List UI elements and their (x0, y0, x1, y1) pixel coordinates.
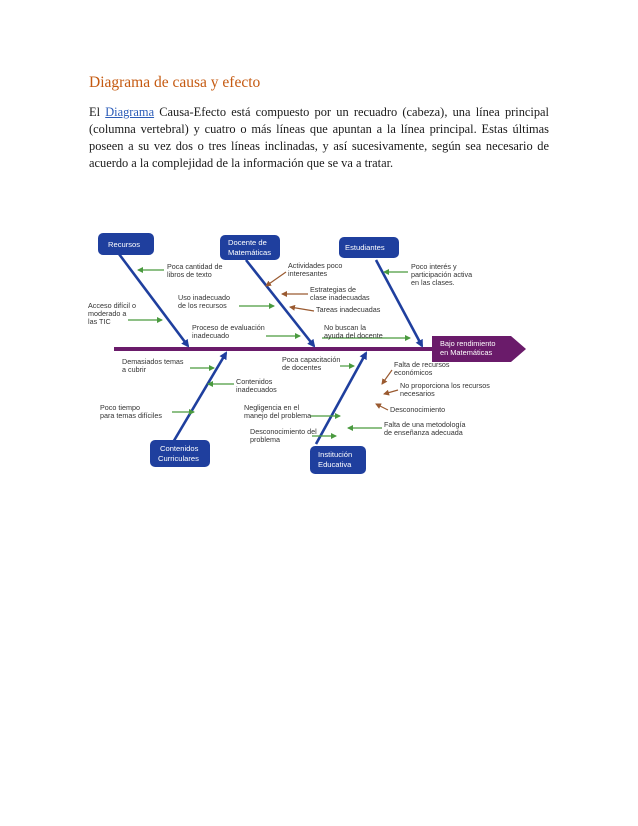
category-contenidos-line-2: Curriculares (158, 454, 199, 463)
fishbone-diagram (86, 228, 536, 480)
arrow-institucion-4 (376, 404, 388, 410)
cause-institucion-7: Desconocimiento del problema (250, 427, 317, 444)
bone-contenidos (172, 353, 226, 444)
category-institucion-line-1: Institución (318, 450, 353, 459)
effect-head-line-1: Bajo rendimiento (440, 339, 496, 348)
category-recursos-label (108, 240, 140, 249)
arrow-institucion-2 (382, 370, 392, 384)
cause-contenidos-1: Demasiados temas a cubrir (122, 357, 184, 374)
cause-institucion-3: No proporciona los recursos necesarios (400, 381, 490, 398)
spine-line (114, 347, 436, 351)
cause-docente-3: Estrategias de clase inadecuadas (310, 285, 370, 302)
cause-institucion-4: Desconocimiento (390, 405, 446, 414)
cause-estudiantes-1: Poco interés y participación activa en las clases. (411, 262, 473, 287)
paragraph-text-rest: Causa-Efecto está compuesto por un recuadro (cabeza), una línea principal (columna vertebral) y cuatro o más líneas que apuntan a la línea principal. Estas últimas poseen a su vez dos o tres líneas inclinadas, y así sucesivamente, según sea necesario de acuerdo a la complejidad de la información que se va a tratar. (89, 105, 550, 170)
arrow-docente-1 (266, 272, 286, 286)
section-heading: Diagrama de causa y efecto (89, 74, 261, 91)
arrow-institucion-3 (384, 390, 398, 394)
cause-docente-5: Proceso de evaluación inadecuado (192, 323, 265, 340)
category-contenidos-label (158, 444, 201, 463)
arrow-docente-4 (290, 307, 314, 311)
cause-docente-1: Actividades poco interesantes (288, 261, 343, 278)
category-institucion-line-2: Educativa (318, 460, 352, 469)
category-recursos-line-1: Recursos (108, 240, 141, 249)
cause-institucion-6: Falta de una metodología de enseñanza adecuada (384, 420, 466, 437)
cause-contenidos-2: Contenidos inadecuados (236, 377, 277, 394)
cause-recursos-1: Poca cantidad de libros de texto (167, 262, 223, 279)
cause-docente-2: Uso inadecuado de los recursos (178, 293, 230, 310)
category-estudiantes-label (345, 243, 385, 252)
category-docente-label (228, 238, 271, 257)
category-estudiantes-line-1: Estudiantes (345, 243, 385, 252)
cause-institucion-1: Poca capacitación de docentes (282, 355, 341, 372)
category-contenidos-line-1: Contenidos (160, 444, 199, 453)
effect-head-label (440, 339, 498, 357)
cause-institucion-2: Falta de recursos económicos (394, 360, 450, 377)
cause-institucion-5: Negligencia en el manejo del problema (244, 403, 312, 420)
cause-contenidos-3: Poco tiempo para temas difíciles (100, 403, 162, 420)
cause-estudiantes-2: No buscan la ayuda del docente (324, 323, 383, 340)
effect-head-line-2: en Matemáticas (440, 348, 493, 357)
diagrama-link[interactable]: Diagrama (105, 105, 155, 119)
cause-docente-4: Tareas inadecuadas (316, 305, 381, 314)
bone-institucion (316, 353, 366, 444)
category-docente-line-2: Matemáticas (228, 248, 272, 257)
paragraph-text-start: El (89, 105, 106, 119)
category-institucion-label (318, 450, 354, 469)
category-docente-line-1: Docente de (228, 238, 267, 247)
intro-paragraph (89, 104, 549, 172)
cause-recursos-2: Acceso difícil o moderado a las TIC (88, 301, 136, 326)
